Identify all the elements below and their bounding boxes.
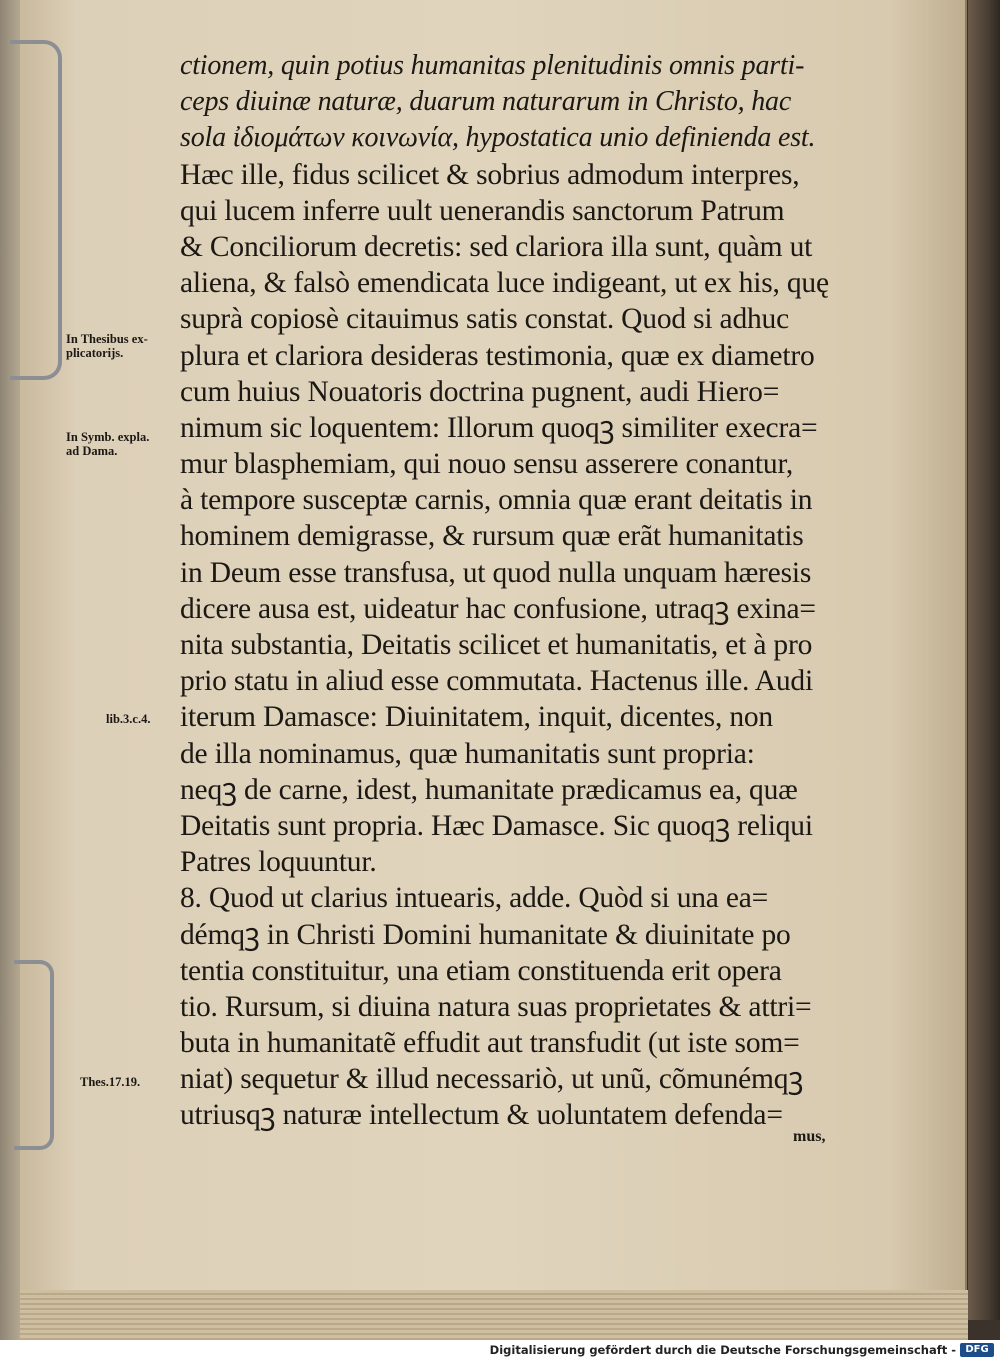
text-line: tio. Rursum, si diuina natura suas proprietates & attri= — [180, 990, 812, 1023]
footer-bar — [0, 1340, 1000, 1361]
funding-credit: Digitalisierung gefördert durch die Deutsche Forschungsgemeinschaft - — [489, 1343, 956, 1357]
margin-note-line: ad Dama. — [66, 444, 118, 458]
text-line: dicere ausa est, uideatur hac confusione, utraqꝫ exina= — [180, 592, 816, 625]
text-line: ctionem, quin potius humanitas plenitudinis omnis parti- — [180, 50, 805, 81]
text-line: prio statu in aliud esse commutata. Hactenus ille. Audi — [180, 665, 813, 698]
text-line: plura et clariora desideras testimonia, quæ ex diametro — [180, 339, 815, 372]
margin-note-line: plicatorijs. — [66, 346, 124, 360]
margin-note-line: lib.3.c.4. — [106, 712, 151, 726]
text-line: qui lucem inferre uult uenerandis sanctorum Patrum — [180, 194, 785, 227]
margin-note-line: Thes.17.19. — [80, 1075, 141, 1089]
text-line: nita substantia, Deitatis scilicet et humanitatis, et à pro — [180, 629, 813, 661]
text-line: & Conciliorum decretis: sed clariora illa sunt, quàm ut — [180, 230, 813, 263]
text-line: Patres loquuntur. — [180, 846, 377, 879]
text-line: de illa nominamus, quæ humanitatis sunt propria: — [180, 737, 755, 770]
text-line: sola ἰδιομάτων κοινωνία, hypostatica unio definienda est. — [180, 122, 816, 154]
text-line: démqꝫ in Christi Domini humanitate & diuinitate po — [180, 918, 791, 951]
page-stack-edge — [20, 1290, 968, 1340]
margin-note-thesis-ref — [80, 1075, 205, 1089]
text-line: mur blasphemiam, qui nouo sensu asserere conantur, — [180, 448, 794, 481]
text-line: neqꝫ de carne, idest, humanitate prædicamus ea, quæ — [180, 773, 798, 806]
text-line: 8. Quod ut clarius intuearis, adde. Quòd si una ea= — [180, 882, 769, 915]
text-line: à tempore susceptæ carnis, omnia quæ erant deitatis in — [180, 484, 813, 517]
text-line: Deitatis sunt propria. Hæc Damasce. Sic quoqꝫ reliqui — [180, 809, 813, 842]
margin-note-line: In Symb. expla. — [66, 430, 150, 444]
book-clip-top — [10, 40, 62, 380]
text-line: in Deum esse transfusa, ut quod nulla unquam hæresis — [180, 556, 812, 589]
catchword: mus, — [793, 1128, 826, 1145]
book-clip-bottom — [14, 960, 54, 1150]
text-line: utriusqꝫ naturæ intellectum & uoluntatem defenda= — [180, 1099, 783, 1132]
text-line: buta in humanitatẽ effudit aut transfudit (ut iste som= — [180, 1027, 800, 1060]
text-line: cum huius Nouatoris doctrina pugnent, audi Hiero= — [180, 375, 780, 408]
text-line: tentia constituitur, una etiam constituenda erit opera — [180, 954, 782, 987]
text-line: ceps diuinæ naturæ, duarum naturarum in Christo, hac — [180, 86, 792, 118]
text-line: Hæc ille, fidus scilicet & sobrius admodum interpres, — [180, 158, 800, 191]
text-line: suprà copiosè citauimus satis constat. Quod si adhuc — [180, 303, 789, 336]
text-line: hominem demigrasse, & rursum quæ erãt humanitatis — [180, 520, 804, 553]
dfg-logo-icon: DFG — [960, 1343, 994, 1357]
text-line: iterum Damasce: Diuinitatem, inquit, dicentes, non — [180, 701, 773, 734]
text-line: nimum sic loquentem: Illorum quoqꝫ similiter execra= — [180, 411, 818, 444]
facing-page-edge — [968, 0, 1000, 1320]
text-line: niat) sequetur & illud necessariò, ut unũ, cõmunémqꝫ — [180, 1063, 804, 1096]
margin-note-line: In Thesibus ex- — [66, 332, 148, 346]
margin-note-theses — [66, 332, 191, 360]
main-text — [180, 48, 860, 1134]
margin-note-symbol — [66, 430, 191, 458]
text-line: aliena, & falsò emendicata luce indigeant, ut ex his, quę — [180, 267, 829, 300]
margin-note-book-chapter — [106, 712, 231, 726]
